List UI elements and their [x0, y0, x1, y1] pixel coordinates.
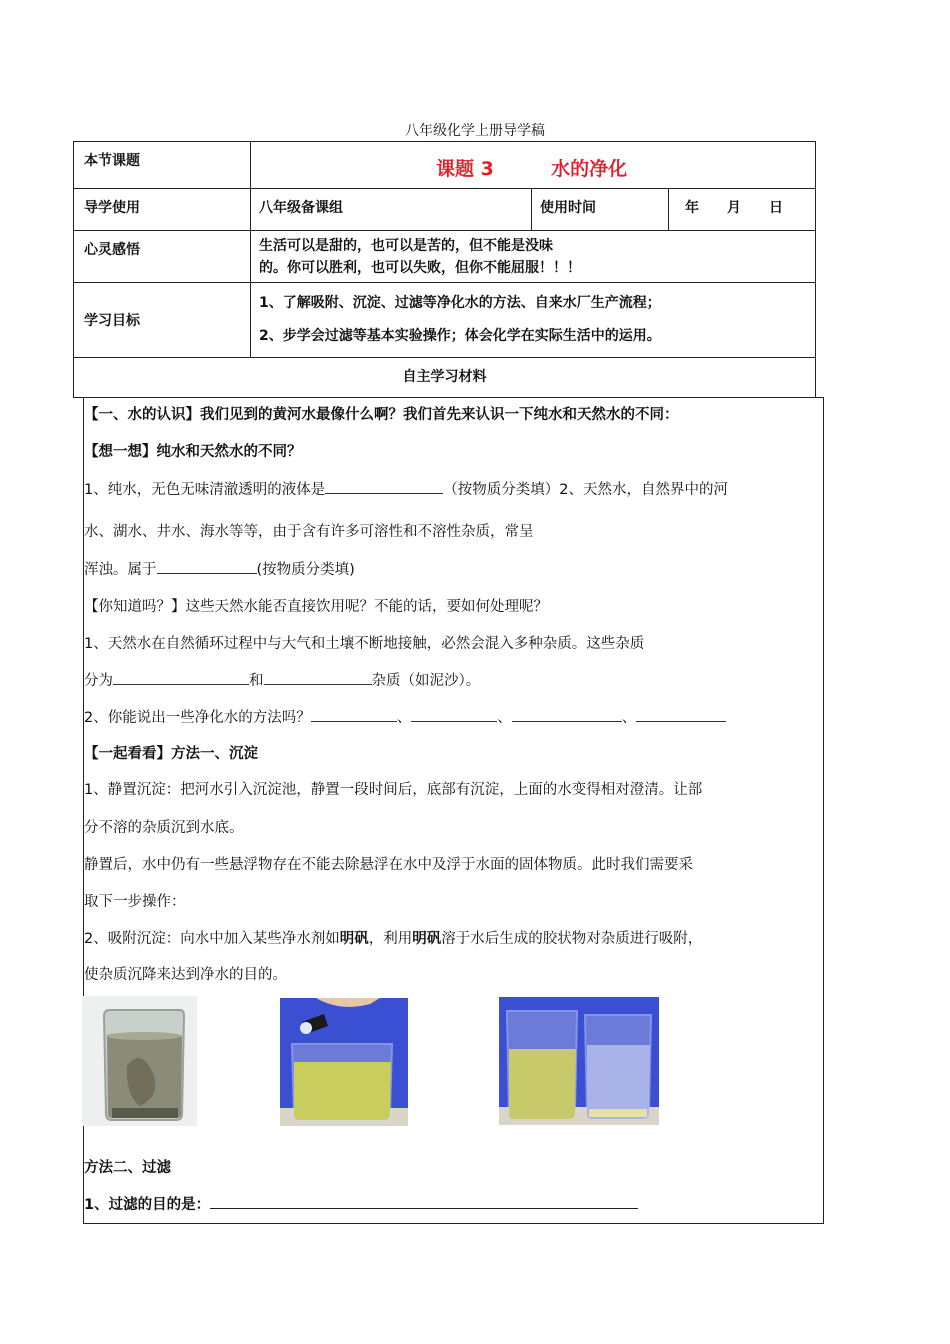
- and-text: 和: [249, 673, 264, 689]
- pure-water-line: [84, 478, 728, 499]
- goals-cell: [251, 283, 816, 358]
- separator: 、: [497, 710, 512, 726]
- separator: 、: [621, 710, 637, 726]
- blank-method-1[interactable]: [311, 709, 397, 722]
- natural-water-text: （按物质分类填）2、天然水，自然界中的河: [443, 482, 728, 498]
- label-time: 使用时间: [532, 189, 669, 231]
- methods-line: [84, 706, 726, 727]
- classify-line: [84, 558, 355, 579]
- know-heading: 【你知道吗？】这些天然水能否直接饮用呢？不能的话，要如何处理呢？: [84, 599, 548, 615]
- info-table: [73, 141, 816, 398]
- blank-impurity-2[interactable]: [264, 672, 372, 685]
- goal-2: 2、步学会过滤等基本实验操作；体会化学在实际生活中的运用。: [259, 328, 661, 344]
- blank-method-4[interactable]: [636, 709, 726, 722]
- topic-number: 课题 3: [436, 158, 494, 180]
- reflection-line-1: 生活可以是甜的，也可以是苦的，但不能是没味: [259, 238, 553, 254]
- topic-title-cell: [251, 142, 816, 189]
- blank-method-3[interactable]: [512, 709, 622, 722]
- reflection-line-2: 的。你可以胜利，也可以失败，但你不能屈服！！！: [259, 260, 581, 276]
- suspended-line: 静置后，水中仍有一些悬浮物存在不能去除悬浮在水中及浮于水面的固体物质。此时我们需要采: [84, 857, 693, 873]
- impurity-types-line: [84, 669, 480, 690]
- label-topic: 本节课题: [74, 142, 251, 189]
- think-heading: 【想一想】纯水和天然水的不同？: [84, 444, 302, 460]
- reflection-cell: [251, 231, 816, 283]
- impurity-line: 1、天然水在自然循环过程中与大气和土壤不断地接触，必然会混入多种杂质。这些杂质: [84, 636, 645, 652]
- filtration-heading: 方法二、过滤: [84, 1160, 171, 1176]
- classify-text: 浑浊。属于: [84, 562, 157, 578]
- blank-classify[interactable]: [157, 561, 257, 574]
- page-header: 八年级化学上册导学稿: [405, 123, 545, 139]
- blank-pure-water[interactable]: [325, 481, 443, 494]
- pure-water-text: 1、纯水，无色无味清澈透明的液体是: [84, 482, 326, 498]
- separator: 、: [396, 710, 412, 726]
- label-reflection: 心灵感悟: [74, 231, 251, 283]
- next-step-line: 取下一步操作：: [84, 894, 186, 910]
- alum-term-2: 明矾: [412, 931, 442, 947]
- topic-title: 水的净化: [551, 158, 628, 180]
- settled-beakers-image: [499, 997, 659, 1125]
- blank-impurity-1[interactable]: [113, 672, 249, 685]
- label-usage: 导学使用: [74, 189, 251, 231]
- date-field: 年 月 日: [669, 189, 816, 231]
- adsorption-line-2: 使杂质沉降来达到净水的目的。: [84, 967, 287, 983]
- filtration-purpose-text: 1、过滤的目的是：: [84, 1197, 211, 1213]
- sedimentation-heading: 【一起看看】方法一、沉淀: [84, 746, 258, 762]
- adsorption-text-3: 溶于水后生成的胶状物对杂质进行吸附，: [441, 931, 703, 947]
- adsorption-text-2: ，利用: [368, 931, 413, 947]
- self-study-heading: 自主学习材料: [74, 358, 816, 398]
- static-sedimentation-line-2: 分不溶的杂质沉到水底。: [84, 820, 244, 836]
- natural-water-line: 水、湖水、井水、海水等等，由于含有许多可溶性和不溶性杂质，常呈: [84, 524, 534, 540]
- adsorption-text: 2、吸附沉淀：向水中加入某些净水剂如: [84, 931, 340, 947]
- goal-1: 1、了解吸附、沉淀、过滤等净化水的方法、自来水厂生产流程；: [259, 295, 661, 311]
- alum-term: 明矾: [339, 931, 369, 947]
- blank-method-2[interactable]: [411, 709, 497, 722]
- methods-question: 2、你能说出一些净化水的方法吗？: [84, 710, 311, 726]
- classify-hint: (按物质分类填): [256, 562, 355, 578]
- impurity-example: 杂质（如泥沙）。: [371, 673, 481, 689]
- muddy-water-beaker-image: [82, 996, 197, 1126]
- section-water-intro: 【一、水的认识】我们见到的黄河水最像什么啊？我们首先来认识一下纯水和天然水的不同：: [84, 407, 679, 423]
- label-goals: 学习目标: [74, 283, 251, 358]
- usage-value: 八年级备课组: [251, 189, 532, 231]
- alum-adding-beaker-image: [280, 998, 408, 1126]
- divided-text: 分为: [84, 673, 113, 689]
- static-sedimentation-line: 1、静置沉淀：把河水引入沉淀池，静置一段时间后，底部有沉淀，上面的水变得相对澄清。让部: [84, 782, 703, 798]
